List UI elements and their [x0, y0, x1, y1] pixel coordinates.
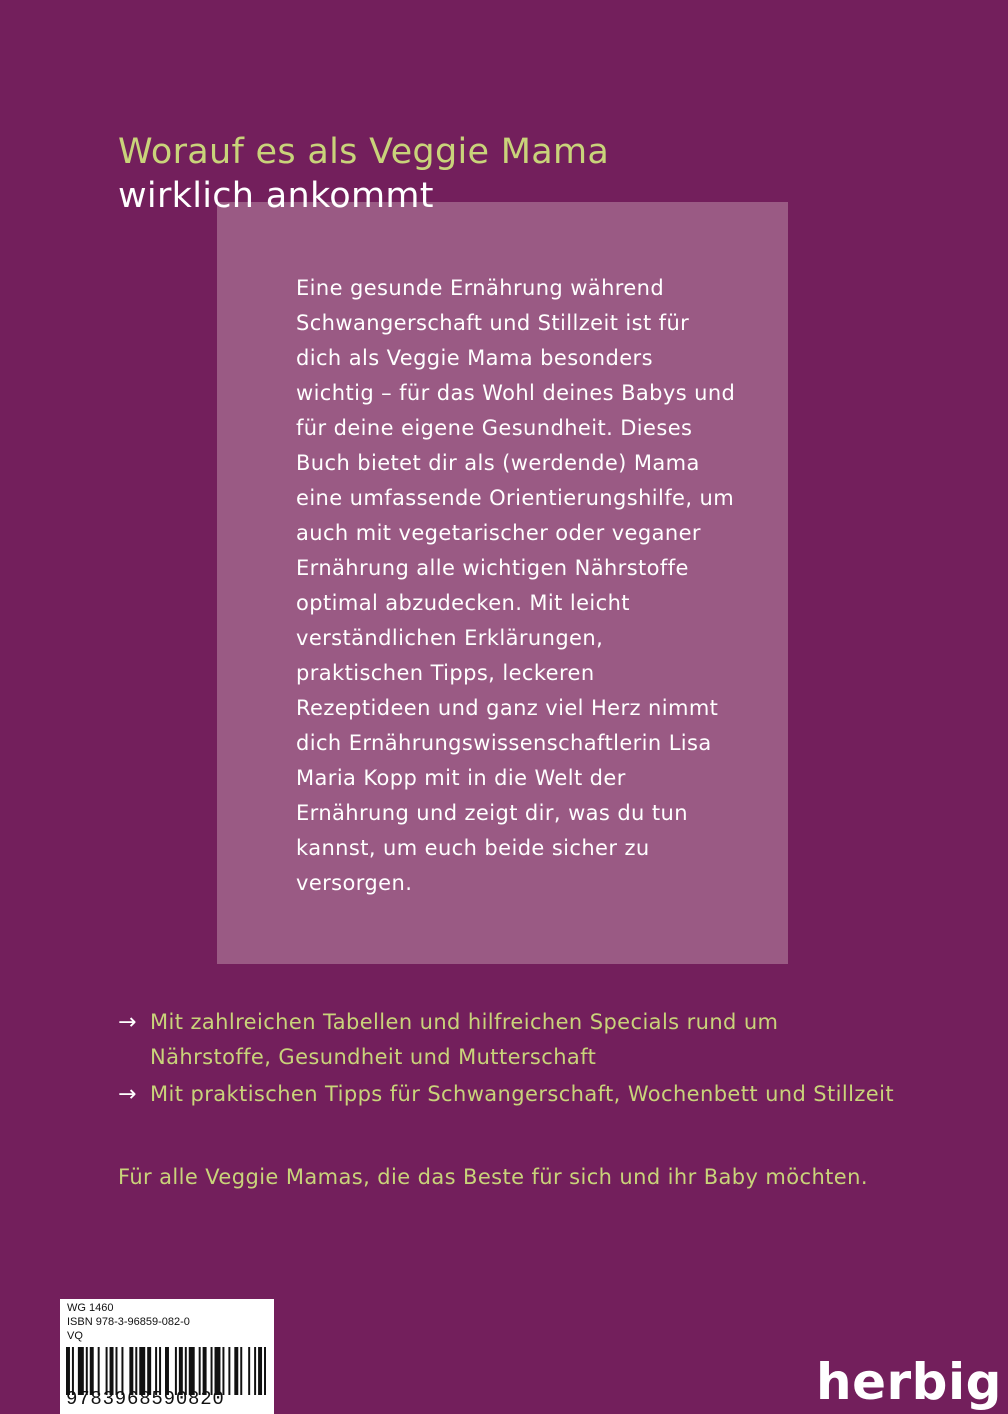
arrow-right-icon: → — [118, 1082, 137, 1107]
description-text-block — [296, 271, 736, 901]
feature-item — [118, 1077, 898, 1112]
headline-line-2: wirklich ankommt — [118, 176, 434, 216]
feature-item-text: Mit zahlreichen Tabellen und hilfreichen Specials rund um Nährstoffe, Gesundheit und Mutterschaft — [150, 1010, 779, 1069]
feature-item — [118, 1005, 898, 1075]
tagline: Für alle Veggie Mamas, die das Beste für sich und ihr Baby möchten. — [118, 1165, 868, 1189]
headline-line-1: Worauf es als Veggie Mama — [118, 132, 610, 172]
barcode-meta — [67, 1301, 190, 1343]
headline — [118, 130, 878, 218]
barcode-digits: 9783968590820 — [66, 1388, 225, 1410]
feature-list — [118, 1005, 898, 1114]
isbn: ISBN 978-3-96859-082-0 — [67, 1316, 190, 1328]
arrow-right-icon: → — [118, 1010, 137, 1035]
feature-item-text: Mit praktischen Tipps für Schwangerschaft, Wochenbett und Stillzeit — [150, 1082, 894, 1106]
publisher-logo: herbig — [816, 1353, 1002, 1411]
code: VQ — [67, 1330, 83, 1342]
description-text: Eine gesunde Ernährung während Schwangerschaft und Stillzeit ist für dich als Veggie Mama besonders wichtig – für das Wohl deines Babys und für deine eigene Gesundheit. Dieses Buch bietet dir als (werdende) Mama eine umfassende Orientierungshilfe, um auch mit vegetarischer oder veganer Ernährung alle wichtigen Nährstoffe optimal abzudecken. Mit leicht verständlichen Erklärungen, praktischen Tipps, leckeren Rezeptideen und ganz viel Herz nimmt dich Ernährungswissenschaftlerin Lisa Maria Kopp mit in die Welt der Ernährung und zeigt dir, was du tun kannst, um euch beide sicher zu versorgen. — [296, 276, 736, 895]
warengruppe: WG 1460 — [67, 1302, 114, 1314]
